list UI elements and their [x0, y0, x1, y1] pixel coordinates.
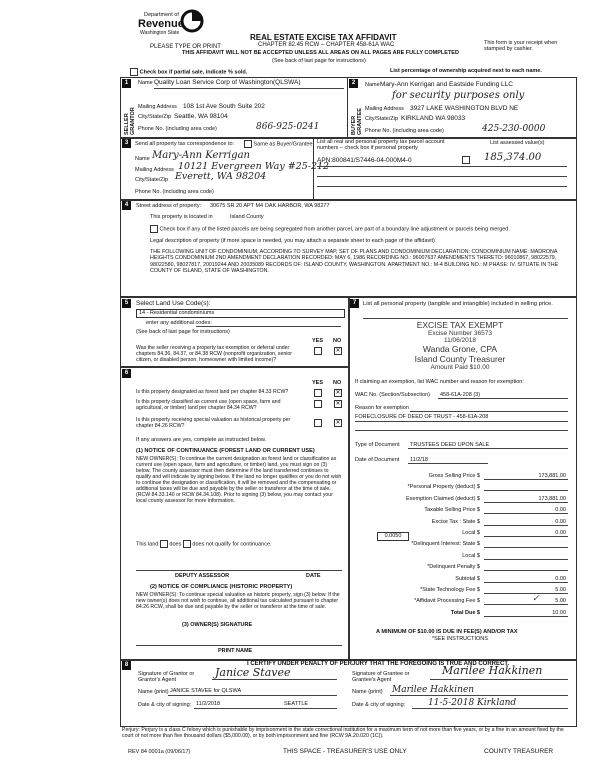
- q-historic-yes[interactable]: [314, 419, 322, 427]
- section-3-badge: 3: [122, 139, 131, 148]
- q-current-use-no[interactable]: ✕: [335, 401, 341, 407]
- stamp-num: Excise Number 36573: [428, 330, 492, 337]
- seller-label: SELLER GRANTOR: [124, 107, 136, 135]
- any-yes: If any answers are yes, complete as instructed below.: [136, 437, 267, 443]
- segregate-label: Check box if any of the listed parcels are being segregated from another parcel, are part of a boundary line adjustment or parcels being merged.: [159, 226, 510, 233]
- calc-label: Local $: [462, 552, 480, 559]
- see-instructions: *SEE INSTRUCTIONS: [432, 636, 488, 642]
- county-treasurer: COUNTY TREASURER: [484, 748, 554, 755]
- buyer-note: for security purposes only: [392, 90, 525, 101]
- section-5-badge: 5: [122, 299, 131, 308]
- exempt-stamp: [380, 320, 540, 371]
- section-6-badge: 6: [122, 369, 131, 378]
- personal-prop-label: List all personal property (tangible and intangible) included in selling price.: [363, 301, 553, 307]
- buyer-name[interactable]: Mary-Ann Kerrigan and Eastside Funding LLC: [380, 81, 513, 88]
- seller-addr-label: Mailing Address: [138, 104, 177, 110]
- corr-city[interactable]: Everett, WA 98204: [175, 171, 267, 182]
- buyer-addr-label: Mailing Address: [365, 106, 404, 112]
- corr-addr-label: Mailing Address: [135, 167, 174, 173]
- calc-label: Local $: [462, 530, 480, 536]
- q-exemption-no[interactable]: ✕: [335, 348, 341, 354]
- grantee-date-label: Date & city of signing:: [352, 702, 406, 708]
- land-use-select[interactable]: 14 - Residential condominiums: [136, 309, 345, 318]
- corr-addr[interactable]: 10121 Evergreen Way #25-212: [178, 161, 330, 172]
- form-instructions: (See back of last page for instructions): [272, 58, 366, 64]
- section-7-badge: 7: [350, 299, 359, 308]
- grantor-date-label: Date & city of signing:: [138, 702, 192, 708]
- yes-header-6: YES: [312, 380, 324, 386]
- doc-date-label: Date of Document: [355, 457, 400, 463]
- section-4-badge: 4: [122, 201, 131, 210]
- calc-label: Total Due $: [450, 609, 480, 616]
- calc-value[interactable]: 10.00: [552, 609, 566, 616]
- grantor-city[interactable]: SEATTLE: [284, 701, 309, 707]
- buyer-phone-label: Phone No. (including area code): [365, 128, 444, 134]
- doc-type-label: Type of Document: [355, 442, 400, 448]
- calc-label: *Personal Property (deduct) $: [407, 484, 480, 491]
- dor-logo: [128, 9, 208, 39]
- section-2-badge: 2: [349, 79, 358, 88]
- notice1-text: NEW OWNER(S): To continue the current designation as forest land or classification as current use (open space, farm and agriculture, or timber) land, you must sign on (3) below. The county assessor must then determine if the land transferred continues to qualify and will indicate by signing below. If the land no longer qualifies or you do not wish to continue the designation or classification, it will be removed and the compensating or additional taxes will be due and payable by the seller or transferor at the time of sale. (RCW 84.33.140 or RCW 84.34.108). Prior to signing (3) below, you may contact your local county assessor for more information.: [136, 456, 342, 504]
- ownership-pct-label: List percentage of ownership acquired next to each name.: [390, 68, 542, 74]
- notice2-text: NEW OWNER(S): To continue special valuation as historic property, sign (3) below. If the new owner(s) does not wish to continue, all additional tax calculated pursuant to chapter 84.26 RCW, shall be due and payable by the seller or transferor at the time of sale.: [136, 592, 340, 610]
- section-8-badge: 8: [122, 661, 131, 670]
- form-warning: THIS AFFIDAVIT WILL NOT BE ACCEPTED UNLESS ALL AREAS ON ALL PAGES ARE FULLY COMPLETED: [182, 50, 459, 56]
- q-historic: Is this property receiving special valuation as historical property per chapter 84.26 RCW?: [136, 417, 291, 429]
- section-6-box: [120, 367, 350, 661]
- section-1-badge: 1: [122, 79, 131, 88]
- legal-label: Legal description of property (if more space is needed, you may attach a separate sheet to each page of the affidavit): [150, 238, 435, 244]
- grantee-signature[interactable]: Marilee Hakkinen: [442, 664, 543, 677]
- corr-name-label: Name: [135, 156, 150, 162]
- grantor-signature[interactable]: Janice Stavee: [215, 666, 291, 679]
- parcel-number[interactable]: APN:800841/S7446-04-000M4-0: [317, 157, 412, 164]
- calc-label: Subtotal $: [455, 575, 480, 582]
- q-forest-no[interactable]: ✕: [335, 390, 341, 396]
- wac-label: WAC No. (Section/Subsection): [355, 392, 430, 398]
- seller-phone-label: Phone No. (including area code): [138, 126, 217, 132]
- seller-addr[interactable]: 108 1st Ave South Suite 202: [183, 103, 265, 110]
- calc-label: *State Technology Fee $: [420, 587, 480, 593]
- stamp-office: Island County Treasurer: [414, 354, 506, 364]
- segregate-checkbox[interactable]: [150, 225, 158, 233]
- q-historic-no[interactable]: ✕: [335, 420, 341, 426]
- dept-bot: Washington State: [140, 30, 180, 36]
- seller-name-label: Name: [138, 80, 153, 86]
- form-chapter: CHAPTER 82.45 RCW – CHAPTER 458-61A WAC: [258, 42, 395, 48]
- q-exemption: Was the seller receiving a property tax exemption or deferral under chapters 84.36, 84.37, or 84.38 RCW (nonprofit organization, senior citizen, or disabled person, homeowner with limited income)?: [136, 345, 293, 363]
- corr-name[interactable]: Mary-Ann Kerrigan: [152, 150, 250, 161]
- calc-label: Exemption Claimed (deduct) $: [406, 495, 480, 502]
- q-forest: Is this property designated as forest land per chapter 84.33 RCW?: [136, 389, 289, 395]
- treasurer-space: THIS SPACE - TREASURER'S USE ONLY: [283, 748, 407, 755]
- print-name-label: PRINT NAME: [218, 648, 253, 654]
- buyer-label: BUYER GRANTEE: [351, 108, 363, 135]
- no-header: NO: [333, 338, 342, 344]
- calc-value[interactable]: 0.00: [555, 530, 566, 536]
- calc-label: Taxable Selling Price $: [424, 507, 480, 514]
- calc-value[interactable]: 173,881.00: [538, 495, 566, 502]
- buyer-phone[interactable]: 425-230-0000: [482, 124, 546, 134]
- does-checkbox[interactable]: [160, 540, 168, 548]
- grantee-name[interactable]: Marilee Hakkinen: [392, 685, 475, 695]
- form-title: REAL ESTATE EXCISE TAX AFFIDAVIT: [250, 33, 397, 42]
- q-forest-yes[interactable]: [314, 389, 322, 397]
- no-header-6: NO: [333, 380, 342, 386]
- personal-property-checkbox[interactable]: [462, 156, 470, 164]
- local-rate[interactable]: 0.0050: [377, 532, 409, 541]
- dept-mid: Revenue: [138, 18, 184, 30]
- this-land-label: This land: [136, 541, 159, 548]
- calc-value[interactable]: 0.00: [555, 575, 566, 582]
- does-not-label: does not qualify for continuance.: [192, 541, 272, 548]
- buyer-city-label: City/State/Zip: [365, 116, 399, 122]
- q-current-use-yes[interactable]: [314, 400, 322, 408]
- q-exemption-yes[interactable]: [314, 347, 322, 355]
- certify: I CERTIFY UNDER PENALTY OF PERJURY THAT THE FOREGOING IS TRUE AND CORRECT.: [247, 661, 510, 667]
- grantor-sig-label: Signature of Grantor or Grantor's Agent: [138, 671, 195, 683]
- minimum-note: A MINIMUM OF $10.00 IS DUE IN FEE(S) AND/OR TAX: [376, 629, 518, 635]
- q-current-use: Is this property classified as current use (open space, farm and agricultural, or timber) land per chapter 84.34 RCW?: [136, 399, 281, 411]
- calc-label: Excise Tax : State $: [431, 518, 480, 525]
- county[interactable]: Island County: [230, 214, 264, 220]
- calc-label: *Delinquent Interest: State $: [411, 541, 480, 548]
- calc-label: *Delinquent Penalty $: [427, 564, 480, 571]
- grantee-date[interactable]: 11-5-2018 Kirkland: [428, 698, 517, 708]
- calc-value[interactable]: 5.00: [555, 598, 566, 605]
- assessed-header: List assessed value(s): [490, 140, 545, 146]
- calc-label: Gross Selling Price $: [428, 473, 480, 479]
- grantor-name[interactable]: JANICE STAVEE for QLSWA: [170, 688, 242, 694]
- calc-label: *Affidavit Processing Fee $: [414, 598, 480, 605]
- seller-name[interactable]: Quality Loan Service Corp of Washington(QLSWA): [154, 79, 301, 86]
- does-not-checkbox[interactable]: [183, 540, 191, 548]
- exemption-claim-label: If claiming an exemption, list WAC number and reason for exemption:: [355, 379, 524, 385]
- street-address[interactable]: 30675 SR 20 APT M4 OAK HARBOR, WA 98277: [210, 203, 330, 209]
- doc-date[interactable]: 11/2/18: [410, 457, 428, 463]
- owner-sig-label: (3) OWNER(S) SIGNATURE: [182, 622, 253, 628]
- calc-value[interactable]: 173,881.00: [538, 473, 566, 479]
- does-label: does: [169, 541, 182, 548]
- stamp-title: EXCISE TAX EXEMPT: [416, 320, 504, 330]
- stamp-date: 11/06/2018: [443, 337, 477, 344]
- assessed-value[interactable]: 185,374.00: [484, 152, 542, 163]
- calc-value[interactable]: 5.00: [555, 587, 566, 593]
- notice2-title: (2) NOTICE OF COMPLIANCE (HISTORIC PROPERTY): [150, 584, 293, 590]
- calc-value[interactable]: 0.00: [555, 507, 566, 514]
- land-use-label: Select Land Use Code(s):: [136, 300, 211, 307]
- dept-top: Department of: [144, 12, 179, 18]
- yes-header: YES: [312, 338, 324, 344]
- calc-value[interactable]: 0.00: [555, 518, 566, 525]
- reason[interactable]: FORECLOSURE OF DEED OF TRUST - 458-61A-208: [355, 414, 489, 420]
- receipt-note: This form is your receipt when stamped by cashier.: [484, 40, 558, 52]
- street-label: Street address of property:: [136, 203, 202, 209]
- doc-type[interactable]: TRUSTEES DEED UPON SALE: [410, 442, 490, 448]
- grantor-name-label: Name (print): [138, 689, 169, 695]
- corr-header: Send all property tax correspondence to:: [135, 141, 235, 147]
- same-as-buyer-label: Same as Buyer/Grantee: [253, 141, 313, 148]
- buyer-city[interactable]: KIRKLAND WA 98033: [401, 115, 466, 122]
- same-as-buyer-checkbox[interactable]: [244, 140, 252, 148]
- seller-city-label: City/State/Zip: [138, 114, 172, 120]
- form-number: REV 84 0001a (09/06/17): [128, 749, 191, 755]
- buyer-name-label: Name: [365, 82, 380, 88]
- stamp-name: Wanda Grone, CPA: [422, 344, 498, 354]
- stamp-amount: Amount Paid $10.00: [430, 364, 490, 371]
- seller-city[interactable]: Seattle, WA 98104: [174, 113, 228, 120]
- please-type: PLEASE TYPE OR PRINT: [150, 44, 221, 50]
- corr-city-label: City/State/Zip: [135, 177, 169, 183]
- deputy-date-label: DATE: [306, 573, 321, 579]
- partial-sale-label: Check box if partial sale, indicate % sold.: [139, 69, 248, 76]
- grantor-date[interactable]: 11/2/2018: [196, 701, 221, 707]
- partial-sale-checkbox[interactable]: [130, 68, 138, 76]
- wac-number[interactable]: 458-61A-208 (3): [440, 392, 481, 398]
- notice1-title: (1) NOTICE OF CONTINUANCE (FOREST LAND OR CURRENT USE): [136, 448, 315, 454]
- seller-phone[interactable]: 866-925-0241: [256, 122, 320, 132]
- see-back: (See back of last page for instructions): [136, 329, 230, 335]
- grantee-name-label: Name (print): [352, 689, 383, 695]
- grantee-sig-label: Signature of Grantee or Grantee's Agent: [352, 671, 410, 683]
- buyer-addr[interactable]: 3927 LAKE WASHINGTON BLVD NE: [410, 105, 519, 112]
- legal-description[interactable]: THE FOLLOWING UNIT OF CONDOMINIUM, ACCORDING TO SURVEY MAP, SET OF PLANS AND CONDOMINIUM DECLARATION: CONDOMINIUM NAME: MADRONA HEIGHTS CONDOMINIUM 2ND AMENDMENT DECLARATION RECORDED: MAY 6, 1986 RECORDING NO.: 96007637 AMENDMENTS THERETO: 96010867, 98022579, 98022580, 98027817, 20019244 AND 20035089 RECORDS OF: ISLAND COUNTY, WASHINGTON. APARTMENT NO.: M-4 BUILDING NO.: M PHASE: IV. SITUATE IN THE COUNTY OF ISLAND, STATE OF WASHINGTON.: [150, 249, 559, 274]
- parcel-header: List all real and personal property tax parcel account numbers – check box if personal property: [317, 139, 445, 151]
- deputy-label: DEPUTY ASSESSOR: [175, 573, 230, 579]
- perjury-note: Perjury: Perjury is a class C felony which is punishable by imprisonment in the state correctional institution for a maximum term of not more than five years, or by a fine in an amount fixed by the court of not more than five thousand dollars ($5,000.00), or by both imprisonment and fine (RCW 9A.20.020 (1C)).: [122, 727, 564, 739]
- reason-label: Reason for exemption: [355, 405, 409, 411]
- corr-phone-label: Phone No. (including area code): [135, 189, 214, 195]
- county-label: This property is located in: [150, 214, 213, 220]
- additional-codes: enter any additional codes:: [146, 320, 212, 326]
- fee-mark: ✓: [532, 594, 540, 604]
